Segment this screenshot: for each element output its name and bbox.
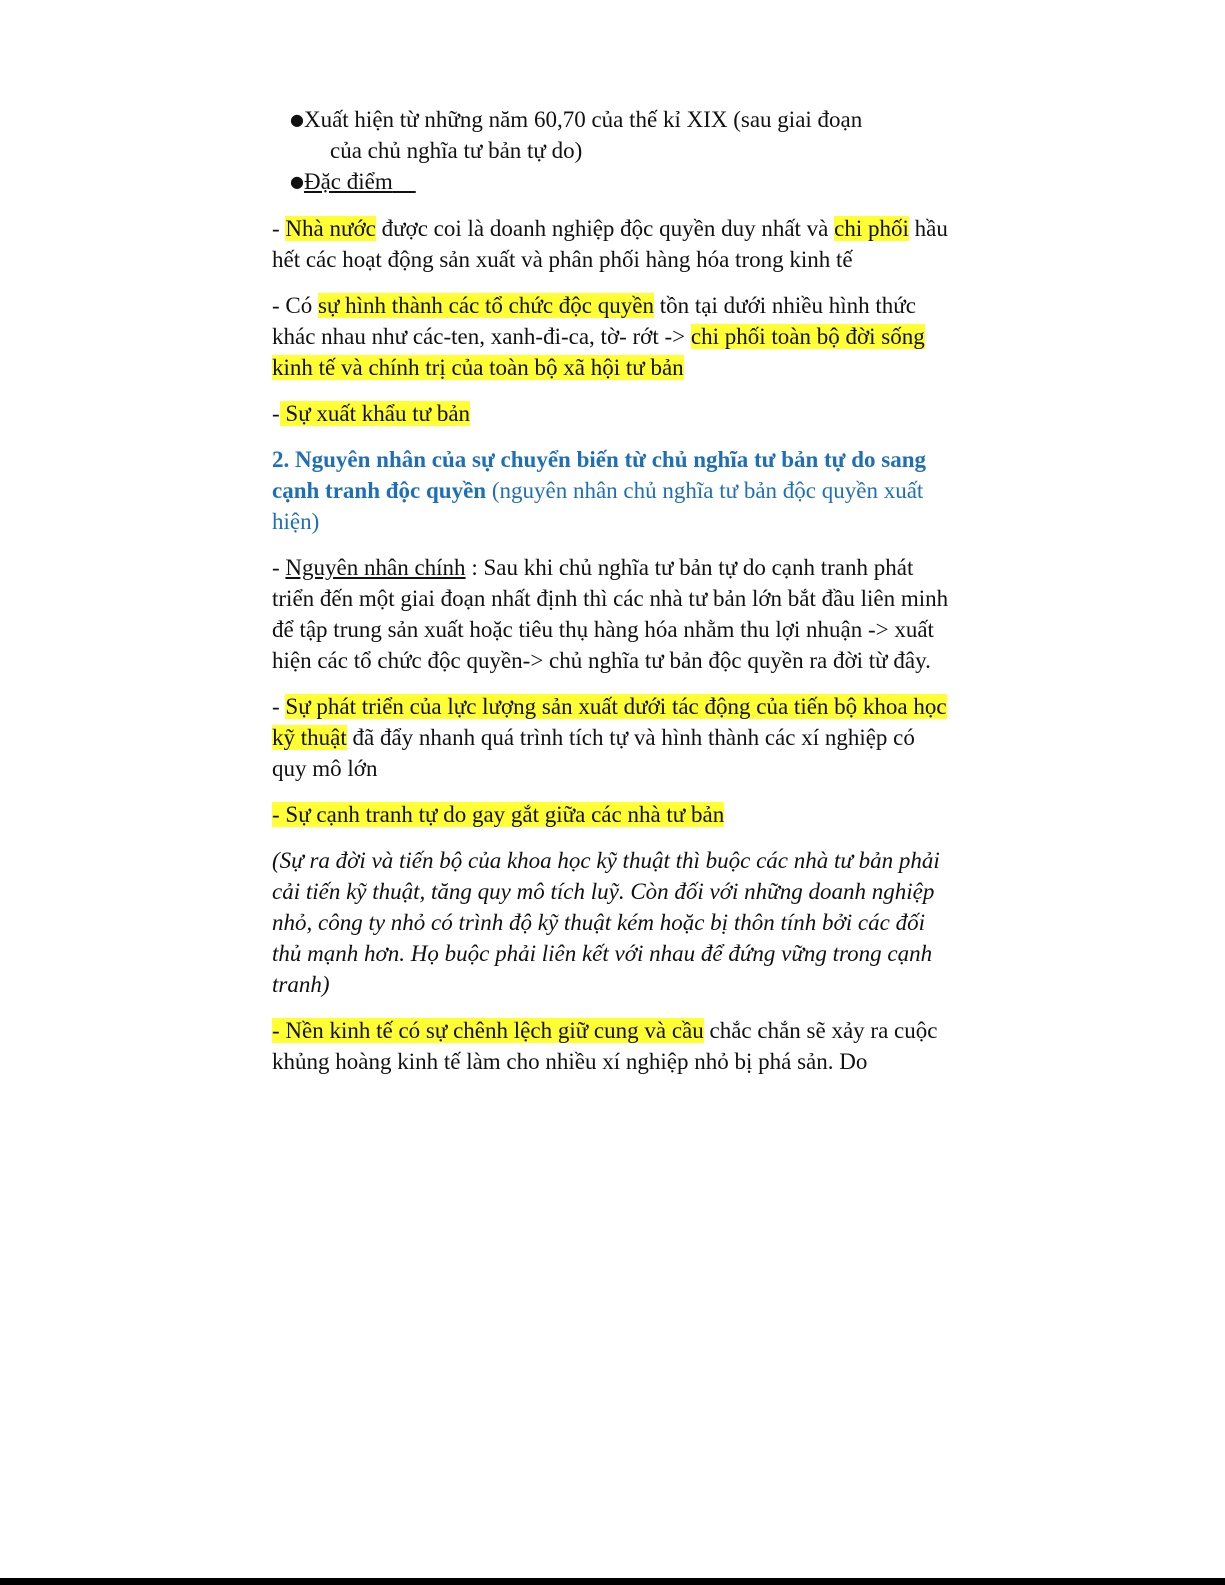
p2-lead: - Có	[272, 293, 318, 318]
bullet-features-label	[304, 169, 416, 194]
heading-bold: 2. Nguyên nhân của sự chuyển biến từ chủ nghĩa tư bản tự do sang cạnh tranh độc quyền	[272, 447, 927, 503]
paragraph-competition	[272, 799, 952, 830]
p2-mid: tồn tại dưới nhiều hình thức khác nhau như các-ten, xanh-đi-ca, tờ- rớt ->	[272, 293, 916, 349]
heading-normal: (nguyên nhân chủ nghĩa tư bản độc quyền xuất hiện)	[272, 478, 924, 534]
p1-tail: hầu hết các hoạt động sản xuất và phân phối hàng hóa trong kinh tế	[272, 216, 948, 272]
bullet-dot-icon: ●	[290, 172, 304, 191]
paragraph-main-cause	[272, 552, 952, 676]
p6-highlight: - Sự cạnh tranh tự do gay gắt giữa các nhà tư bản	[272, 802, 725, 827]
bullet-item-features	[272, 166, 952, 197]
p5-rest: đã đẩy nhanh quá trình tích tự và hình thành các xí nghiệp có quy mô lớn	[272, 725, 915, 781]
p5-lead: -	[272, 694, 286, 719]
bullet-features-text: Đặc điểm	[303, 169, 393, 194]
bullet-text-line1: Xuất hiện từ những năm 60,70 của thế kỉ XIX (sau giai đoạn	[303, 107, 863, 132]
p4-lead: -	[272, 555, 286, 580]
p2-highlight-2: chi phối toàn bộ đời sống kinh tế và chính trị của toàn bộ xã hội tư bản	[272, 324, 925, 380]
p8-rest: chắc chắn sẽ xảy ra cuộc khủng hoàng kinh tế làm cho nhiều xí nghiệp nhỏ bị phá sản. Do	[272, 1018, 938, 1074]
p7-italic: (Sự ra đời và tiến bộ của khoa học kỹ thuật thì buộc các nhà tư bản phải cải tiến kỹ thuật, tăng quy mô tích luỹ. Còn đối với những doanh nghiệp nhỏ, công ty nhỏ có trình độ kỹ thuật kém hoặc bị thôn tính bởi các đối thủ mạnh hơn. Họ buộc phải liên kết với nhau để đứng vững trong cạnh tranh)	[272, 848, 940, 997]
p2-highlight-1: sự hình thành các tổ chức độc quyền	[318, 293, 654, 318]
p4-rest: : Sau khi chủ nghĩa tư bản tự do cạnh tranh phát triển đến một giai đoạn nhất định thì các nhà tư bản lớn bắt đầu liên minh để tập trung sản xuất hoặc tiêu thụ hàng hóa nhằm thu lợi nhuận -> xuất hiện các tổ chức độc quyền-> chủ nghĩa tư bản độc quyền ra đời từ đây.	[272, 555, 949, 673]
bullet-dot-icon: ●	[290, 110, 304, 129]
paragraph-supply-demand	[272, 1015, 952, 1077]
p1-mid: được coi là doanh nghiệp độc quyền duy nhất và	[375, 216, 835, 241]
paragraph-state	[272, 213, 952, 275]
p3-lead: -	[272, 401, 280, 426]
p1-highlight-1: Nhà nước	[285, 216, 376, 241]
bullet-text-line2: của chủ nghĩa tư bản tự do)	[330, 138, 583, 163]
paragraph-monopoly-orgs	[272, 290, 952, 383]
bullet-item-origin	[272, 104, 952, 166]
p1-highlight-2: chi phối	[834, 216, 909, 241]
p3-highlight: Sự xuất khẩu tư bản	[279, 401, 471, 426]
p4-underlined: Nguyên nhân chính	[285, 555, 466, 580]
document-body	[272, 104, 952, 1077]
p1-lead: -	[272, 216, 286, 241]
p8-highlight: - Nền kinh tế có sự chênh lệch giữ cung và cầu	[272, 1018, 704, 1043]
p5-highlight: Sự phát triển của lực lượng sản xuất dưới tác động của tiến bộ khoa học kỹ thuật	[272, 694, 947, 750]
page-bottom-border	[0, 1578, 1225, 1585]
paragraph-productive-forces	[272, 691, 952, 784]
bullet-features-trail	[393, 169, 416, 194]
section-heading	[272, 444, 952, 537]
paragraph-capital-export	[272, 398, 952, 429]
paragraph-italic-note	[272, 845, 952, 1000]
